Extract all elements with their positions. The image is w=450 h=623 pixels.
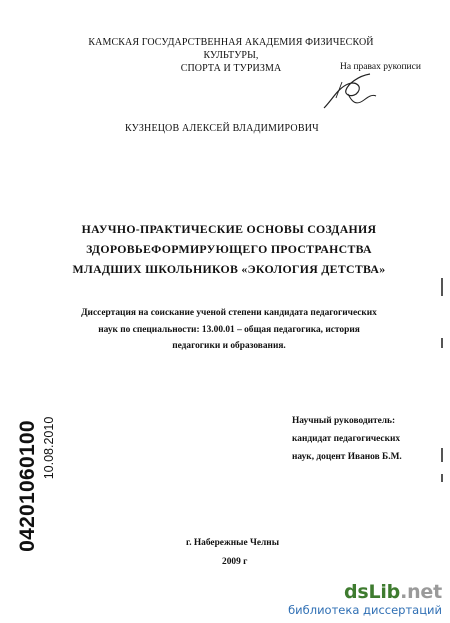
registration-code: 04201060100 [16,420,39,552]
library-stamp [2,366,62,606]
scan-artifact-mark [441,474,443,482]
institution-line-1: КАМСКАЯ ГОСУДАРСТВЕННАЯ АКАДЕМИЯ ФИЗИЧЕСКОЙ КУЛЬТУРЫ, [88,37,374,61]
title-line-3: МЛАДШИХ ШКОЛЬНИКОВ «ЭКОЛОГИЯ ДЕТСТВА» [72,262,386,276]
scan-artifact-mark [441,278,443,296]
institution-line-2: СПОРТА И ТУРИЗМА [180,63,282,74]
watermark [288,581,442,617]
advisor-line-1: Научный руководитель: [292,416,396,426]
description-line-1: Диссертация на соискание ученой степени кандидата педагогических [81,308,377,318]
title-line-1: НАУЧНО-ПРАКТИЧЕСКИЕ ОСНОВЫ СОЗДАНИЯ [81,222,377,236]
city: г. Набережные Челны [186,538,280,548]
dissertation-description [58,305,400,355]
description-line-2: наук по специальности: 13.00.01 – общая педагогика, история [98,324,360,335]
handwritten-signature [318,70,380,112]
watermark-logo-suffix: .net [400,581,442,603]
watermark-subtitle: библиотека диссертаций [288,603,442,617]
scan-artifact-mark [441,448,443,462]
registration-date: 10.08.2010 [42,416,56,480]
year: 2009 г [222,557,248,567]
scan-artifact-mark [441,338,443,348]
author-name: КУЗНЕЦОВ АЛЕКСЕЙ ВЛАДИМИРОВИЧ [125,123,319,134]
watermark-logo [288,581,442,603]
advisor-line-2: кандидат педагогических [292,434,401,444]
rights-note: На правах рукописи [340,62,421,72]
dissertation-title [70,219,388,279]
advisor-line-3: наук, доцент Иванов Б.М. [292,452,402,462]
watermark-logo-main: dsLib [343,581,401,603]
scientific-advisor [292,412,402,466]
title-line-2: ЗДОРОВЬЕФОРМИРУЮЩЕГО ПРОСТРАНСТВА [86,242,372,256]
description-line-3: педагогики и образования. [172,341,286,351]
